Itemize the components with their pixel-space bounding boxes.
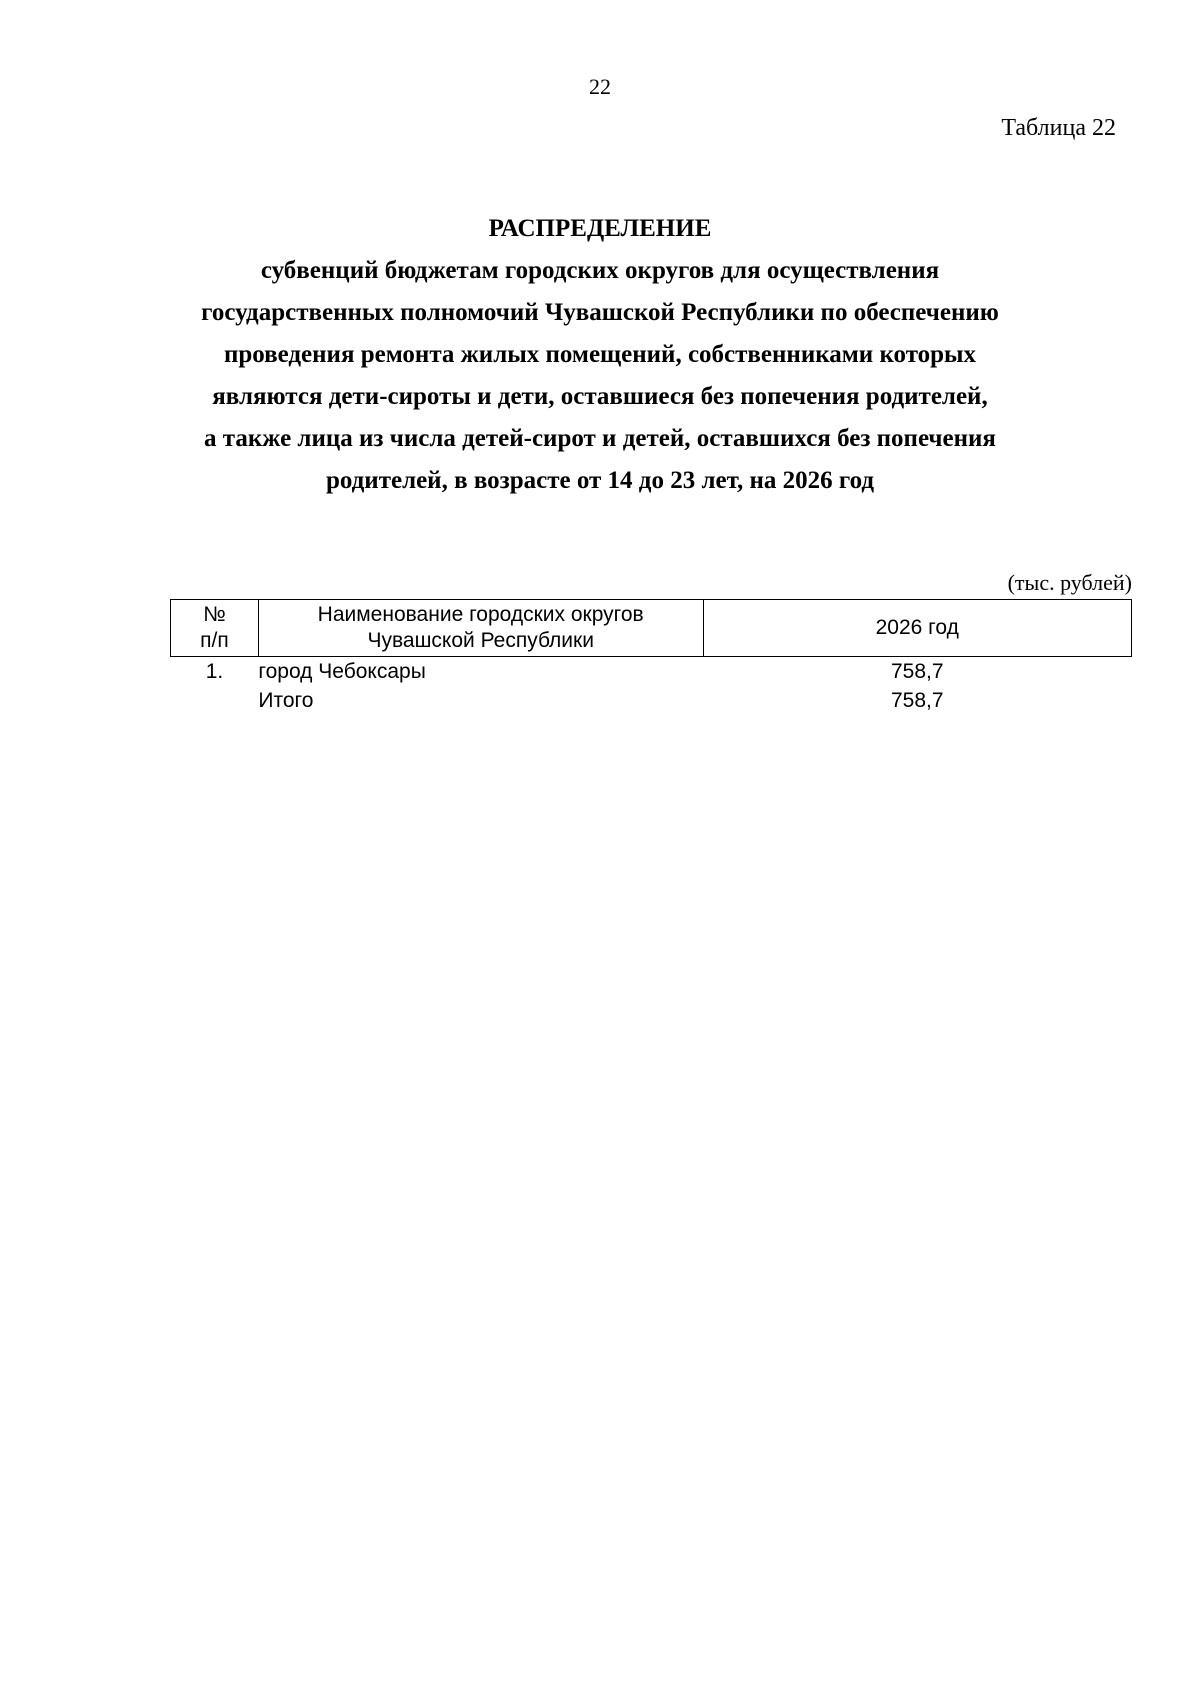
header-number xyxy=(171,600,259,657)
table-header-row xyxy=(171,600,1132,657)
table-label: Таблица 22 xyxy=(1001,115,1116,141)
row-value: 758,7 xyxy=(890,660,944,683)
header-name-line2: Чувашской Республики xyxy=(367,629,594,652)
row-number: 1. xyxy=(205,660,224,683)
page-number: 22 xyxy=(589,74,611,99)
header-value: 2026 год xyxy=(703,600,1132,657)
title-heading: РАСПРЕДЕЛЕНИЕ xyxy=(488,215,712,242)
title-line: субвенций бюджетам городских округов для осуществления xyxy=(260,257,940,284)
document-title xyxy=(150,208,1050,502)
header-name-line1: Наименование городских округов xyxy=(317,603,644,626)
row-value: 758,7 xyxy=(890,689,944,712)
units-label: (тыс. рублей) xyxy=(1007,570,1132,595)
header-name xyxy=(258,600,703,657)
row-number xyxy=(171,686,259,715)
distribution-table xyxy=(170,599,1132,715)
header-number-line1: № xyxy=(203,603,226,626)
title-line: государственных полномочий Чувашской Республики по обеспечению xyxy=(201,299,999,326)
row-name: Итого xyxy=(258,689,314,712)
title-line: а также лица из числа детей-сирот и детей, оставшихся без попечения xyxy=(204,425,996,452)
title-line: родителей, в возрасте от 14 до 23 лет, на 2026 год xyxy=(325,467,875,494)
header-number-line2: п/п xyxy=(200,629,229,652)
title-line: являются дети-сироты и дети, оставшиеся без попечения родителей, xyxy=(212,383,988,410)
table-row xyxy=(171,657,1132,687)
row-name: город Чебоксары xyxy=(258,660,426,683)
table-total-row xyxy=(171,686,1132,715)
title-line: проведения ремонта жилых помещений, собственниками которых xyxy=(223,341,977,368)
